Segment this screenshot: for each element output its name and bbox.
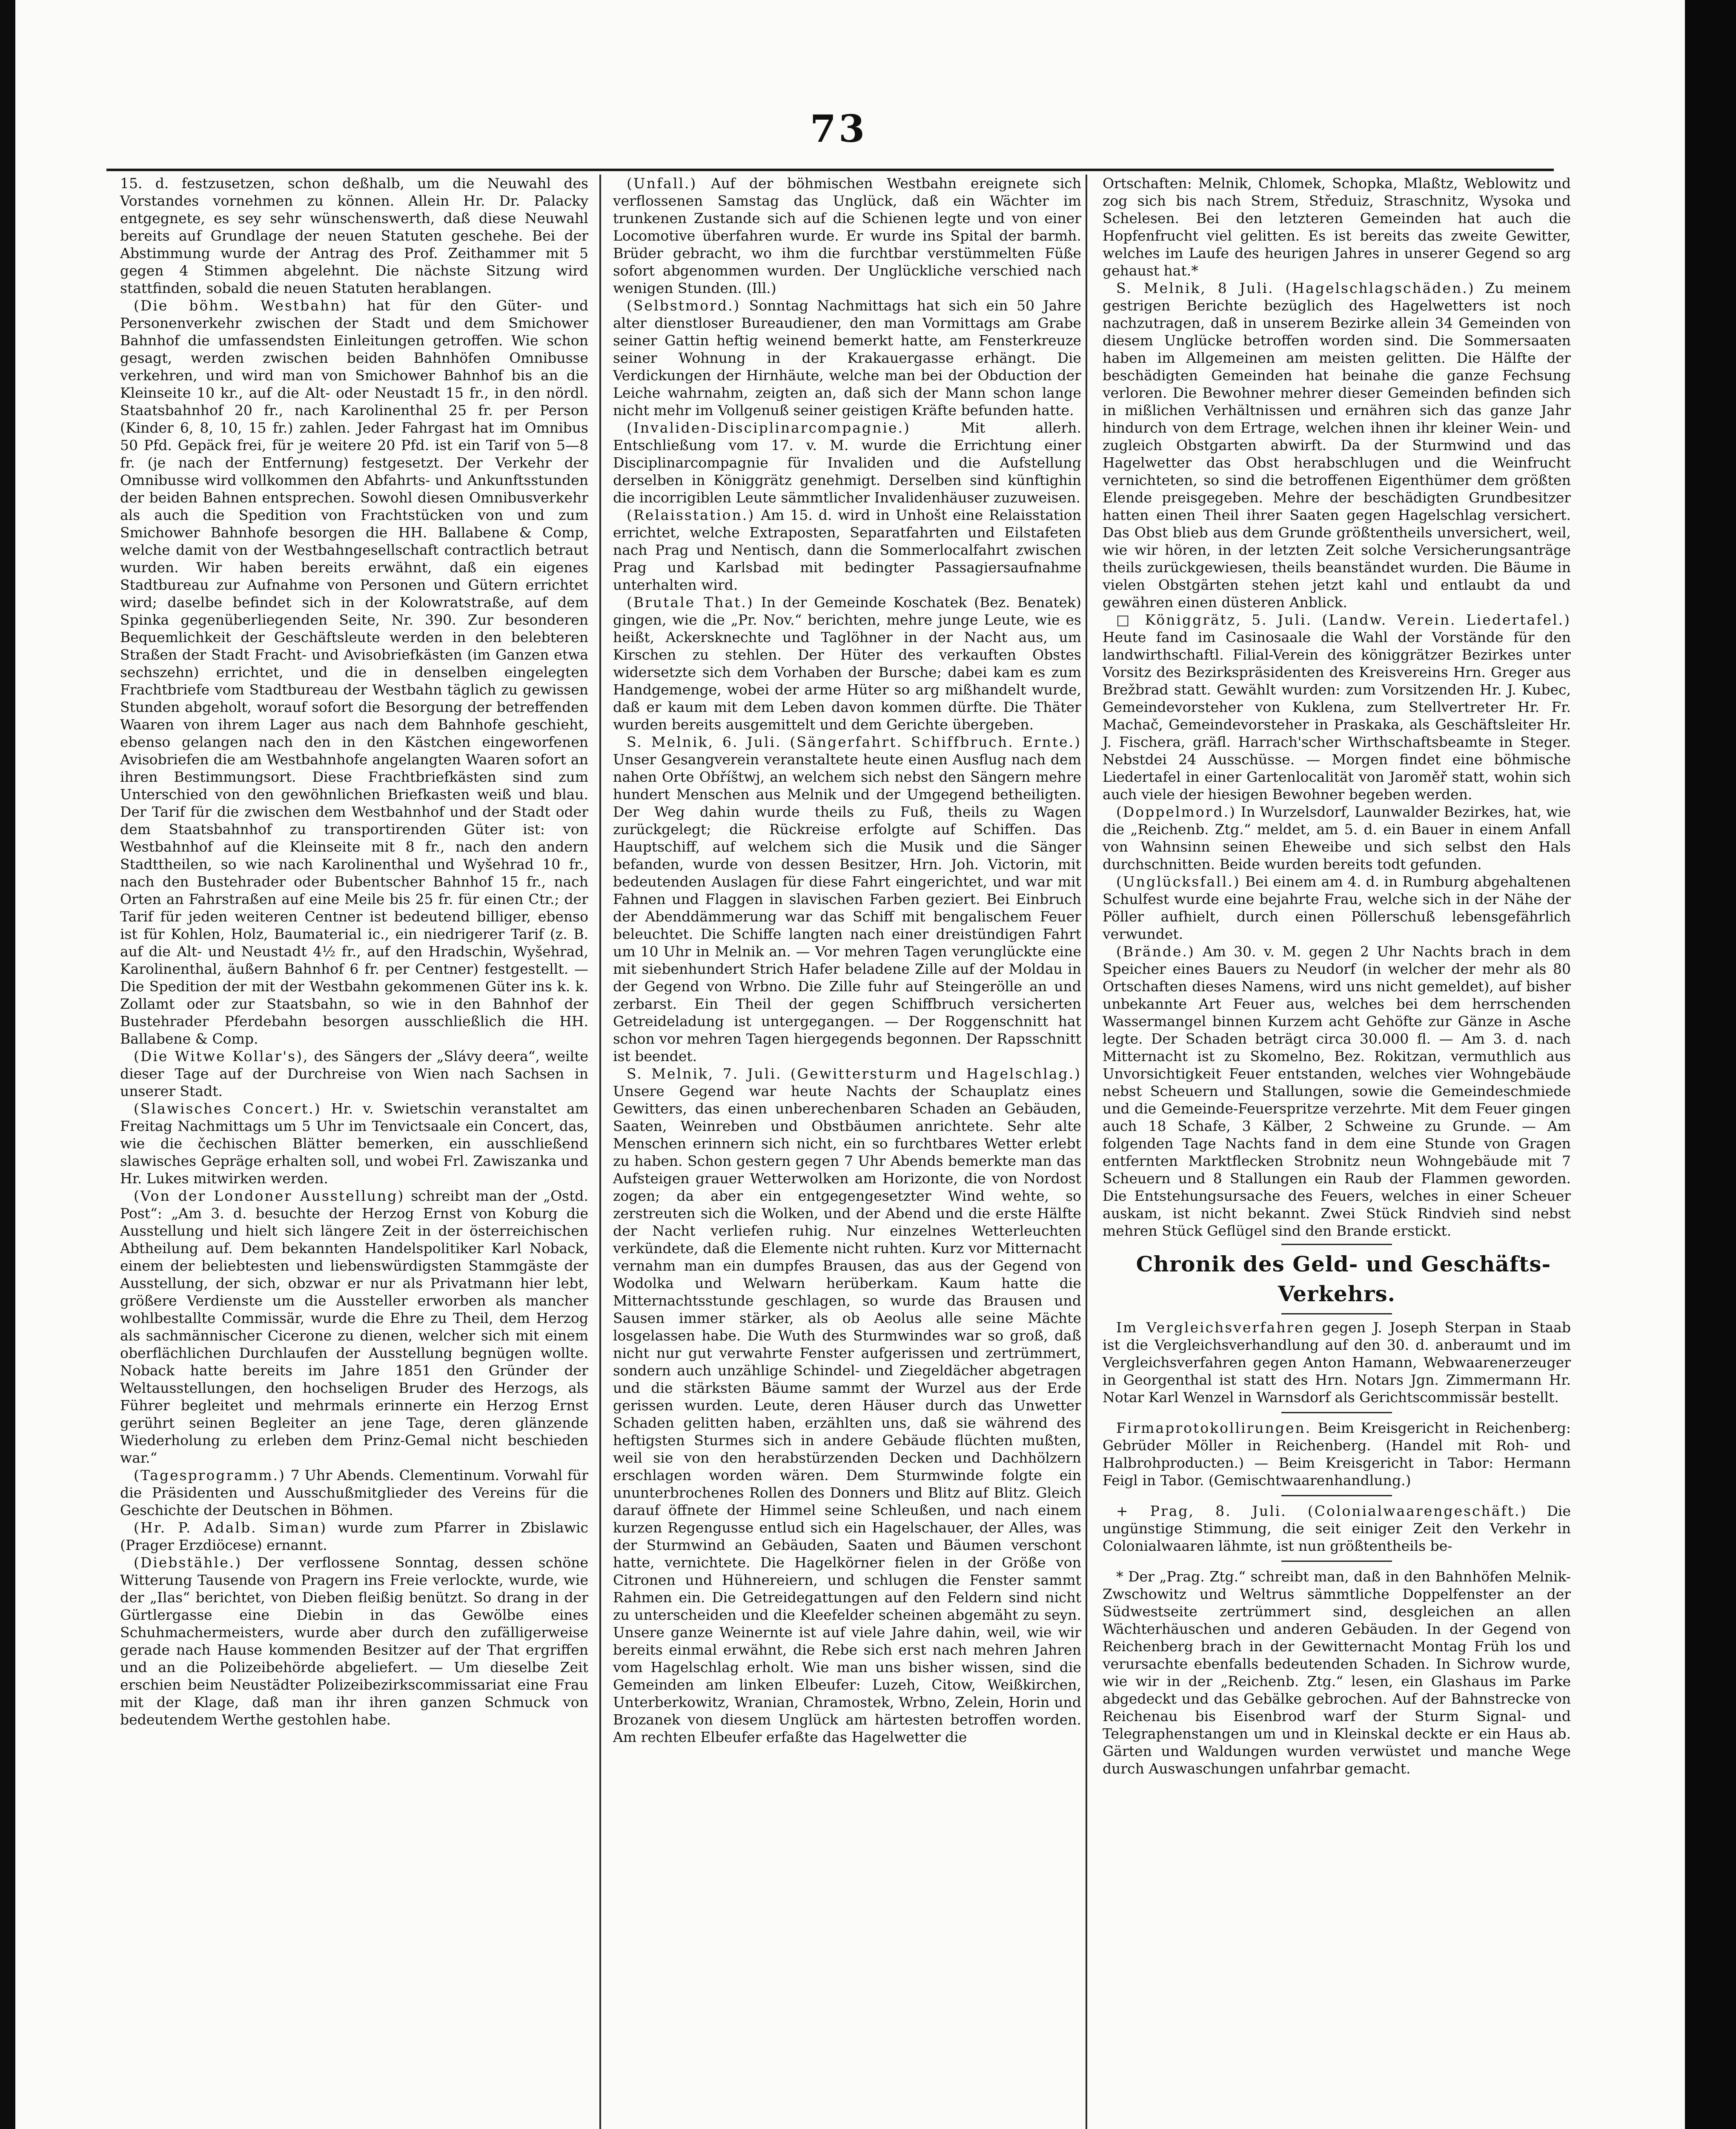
footnote (1103, 1568, 1571, 1777)
article-paragraph (120, 1466, 588, 1519)
article-paragraph (613, 297, 1081, 419)
divider (1281, 1412, 1392, 1413)
article-rubric: (Doppelmord.) (1116, 803, 1236, 820)
article-rubric: (Hr. P. Adalb. Siman) (134, 1519, 327, 1536)
column-2 (613, 175, 1081, 1746)
article-paragraph (1103, 1319, 1571, 1406)
scan-edge-left (0, 0, 15, 2129)
page-number: 73 (810, 106, 868, 151)
article-paragraph (1103, 873, 1571, 943)
article-text: 7 Uhr Abends. Clementinum. Vorwahl für die Präsidenten und Ausschußmitglieder des Vereins für die Geschichte der Deutschen in Böhmen. (120, 1467, 589, 1518)
article-text: Auf der böhmischen Westbahn ereignete sich verflossenen Samstag das Unglück, daß ein Wächter im trunkenen Zustande sich auf die Schienen legte und von einer Locomotive überfahren wurde. Er wurde ins Spital der barmh. Brüder gebracht, wo ihm die furchtbar verstümmelten Füße sofort abgenommen wurden. Der Unglückliche verschied nach wenigen Stunden. (Ill.) (613, 175, 1081, 296)
article-text: 15. d. festzusetzen, schon deßhalb, um die Neuwahl des Vorstandes vornehmen zu können. Allein Hr. Dr. Palacky entgegnete, es sey sehr wünschenswerth, daß diese Neuwahl bereits auf Grundlage der neuen Statuten geschehe. Bei der Abstimmung wurde der Antrag des Prof. Zeithammer mit 5 gegen 4 Stimmen abgelehnt. Die nächste Sitzung wird stattfinden, sobald die neuen Statuten herablangen. (120, 175, 588, 296)
column-1 (120, 175, 588, 1728)
article-text: Am 30. v. M. gegen 2 Uhr Nachts brach in dem Speicher eines Bauers zu Neudorf (in welcher der mehr als 80 Ortschaften dieses Namens, wird uns nicht gemeldet), auf bisher unbekannte Art Feuer aus, welches bei dem herrschenden Wassermangel binnen Kurzem acht Gehöfte zur Gänze in Asche legte. Der Schaden beträgt circa 30.000 fl. — Am 3. d. nach Mitternacht ist zu Skomelno, Bez. Rokitzan, vermuthlich aus Unvorsichtigkeit Feuer entstanden, welches vier Wohngebäude nebst Scheuern und Stallungen, sowie die Gemeindeschmiede und die Gemeinde-Feuerspritze verzehrte. Mit dem Feuer gingen auch 18 Schafe, 3 Kälber, 2 Schweine zu Grunde. — Am folgenden Tage Nachts fand in dem eine Stunde von Gragen entfernten Marktflecken Strobnitz neun Wohngebäude mit 7 Scheuern und 8 Stallungen ein Raub der Flammen geworden. Die Entstehungsursache des Feuers, welches in einer Scheuer auskam, ist nicht bekannt. Zwei Stück Rindvieh sind nebst mehren Stück Geflügel sind den Brande erstickt. (1103, 943, 1571, 1239)
article-rubric: (Selbstmord.) (627, 297, 741, 314)
article-paragraph (613, 175, 1081, 297)
article-rubric: (Relaisstation.) (627, 507, 755, 523)
article-text: Hr. v. Swietschin veranstaltet am Freitag Nachmittags um 5 Uhr im Tenvictsaale ein Concert, das, wie die čechischen Blätter bemerken, ein ausschließend slawisches Gepräge erhalten soll, und wobei Frl. Zawiszanka und Hr. Lukes mitwirken werden. (120, 1100, 588, 1187)
article-text: Die ungünstige Stimmung, die seit einiger Zeit den Verkehr in Colonialwaaren lähmte, ist nun größtentheils be- (1103, 1503, 1571, 1554)
article-paragraph (613, 506, 1081, 594)
column-3 (1103, 175, 1571, 1777)
article-rubric: S. Melnik, 8 Juli. (Hagelschlagschäden.) (1116, 280, 1475, 296)
article-rubric: (Unglücksfall.) (1116, 873, 1240, 890)
article-text: wurde zum Pfarrer in Zbislawic (Prager Erzdiöcese) ernannt. (120, 1519, 588, 1553)
section-divider (1281, 1313, 1392, 1314)
article-paragraph (120, 297, 588, 1047)
article-rubric: (Brutale That.) (627, 594, 754, 611)
article-text: schreibt man der „Ostd. Post“: „Am 3. d. besuchte der Herzog Ernst von Koburg die Ausstellung und hielt sich längere Zeit in der österreichischen Abtheilung auf. Dem bekannten Handelspolitiker Karl Noback, einem der beliebtesten und liebenswürdigsten Stammgäste der Ausstellung, der sich, obzwar er nur als Privatmann hier lebt, größere Verdienste um die Aussteller erworben als mancher wohlbestallte Commissär, wurde die Ehre zu Theil, dem Herzog als sachmännischer Cicerone zu dienen, welcher sich mit einem oberflächlichen Durchlaufen der Ausstellung begnügen wollte. Noback hatte bereits im Jahre 1851 den Gründer der Weltausstellungen, den hochseligen Bruder des Herzogs, als Führer begleitet und mehrmals erinnerte ein Herzog Ernst gerührt seinen Begleiter an jene Tage, deren glänzende Wiederholung zu erleben dem Prinz-Gemal nicht beschieden war.“ (120, 1188, 588, 1466)
article-text: Mit allerh. Entschließung vom 17. v. M. wurde die Errichtung einer Disciplinarcompagnie für Invaliden und die Aufstellung derselben in Königgrätz genehmigt. Derselben sind künftighin die incorrigiblen Leute sämmtlicher Invalidenhäuser zuzuweisen. (613, 419, 1081, 506)
article-text: Heute fand im Casinosaale die Wahl der Vorstände für den landwirthschaftl. Filial-Verein des königgrätzer Bezirkes unter Vorsitz des Bezirkspräsidenten des Kreisvereins Hrn. Greger aus Brežbrad statt. Gewählt wurden: zum Vorsitzenden Hr. J. Kubec, Gemeindevorsteher von Kuklena, zum Stellvertreter Hr. Fr. Machač, Gemeindevorsteher in Praskaka, als Geschäftsleiter Hr. J. Fischera, gräfl. Harrach'scher Wirthschaftsbeamte in Steger. Nebstdei 24 Ausschüsse. — Morgen findet eine böhmische Liedertafel in einer Gartenlocalität von Jaroměř statt, wohin sich auch viele der hiesigen Bewohner begeben werden. (1103, 629, 1571, 803)
footnote-divider (1281, 1561, 1392, 1562)
article-rubric: □ Königgrätz, 5. Juli. (Landw. Verein. Liedertafel.) (1116, 611, 1571, 628)
article-text: gegen J. Joseph Sterpan in Staab ist die Vergleichsverhandlung auf den 30. d. anberaumt und im Vergleichsverfahren gegen Anton Hamann, Webwaarenerzeuger in Georgenthal ist statt des Hrn. Notars Jgn. Zimmermann Hr. Notar Karl Wenzel in Warnsdorf als Gerichtscommissär bestellt. (1103, 1319, 1571, 1406)
article-text: Der verflossene Sonntag, dessen schöne Witterung Tausende von Pragern ins Freie verlockte, wurde, wie der „Ilas“ berichtet, von Dieben fleißig benützt. So drang in der Gürtlergasse eine Diebin in das Gewölbe eines Schuhmachermeisters, wurde aber durch den zufälligerweise gerade nach Hause kommenden Besitzer auf der That ergriffen und an die Polizeibehörde abgeliefert. — Um dieselbe Zeit erschien beim Neustädter Polizeibezirkscommissariat eine Frau mit der Klage, daß man ihr ihren ganzen Schmuck von bedeutendem Werthe gestohlen habe. (120, 1554, 589, 1728)
article-text: Ortschaften: Melnik, Chlomek, Schopka, Mlaßtz, Weblowitz und zog sich bis nach Strem, Středuiz, Straschnitz, Wysoka und Schelesen. Bei den letzteren Gemeinden hat auch die Hopfenfrucht viel gelitten. Es ist bereits das zweite Gewitter, welches im Laufe des heurigen Jahres in unserer Gegend so arg gehaust hat.* (1103, 175, 1571, 279)
article-paragraph (1103, 175, 1571, 279)
article-rubric: (Invaliden-Disciplinarcompagnie.) (627, 419, 911, 436)
article-paragraph (613, 1065, 1081, 1746)
article-paragraph (1103, 1419, 1571, 1489)
article-rubric: (Brände.) (1116, 943, 1195, 960)
article-text: Zu meinem gestrigen Berichte bezüglich des Hagelwetters ist noch nachzutragen, daß in unserem Bezirke allein 34 Gemeinden von diesem Unglücke betroffen worden sind. Die Sommersaaten haben im Allgemeinen am meisten gelitten. Die Hälfte der beschädigten Gemeinden hat beinahe die ganze Fechsung verloren. Die Bewohner mehrer dieser Gemeinden befinden sich in mißlichen Verhältnissen und ernähren sich das ganze Jahr hindurch von dem Ertrage, welchen ihnen ihr kleiner Wein- und zugleich Obstgarten abwirft. Da der Sturmwind und das Hagelwetter das Obst herabschlugen und die Weinfrucht vernichteten, so sind die betroffenen Eigenthümer dem größten Elende preisgegeben. Mehre der beschädigten Grundbesitzer hatten einen Theil ihrer Saaten gegen Hagelschlag versichert. Das Obst blieb aus dem Grunde größtentheils unversichert, weil, wie wir hören, in der letzten Zeit solche Versicherungsanträge theils zurückgewiesen, theils beanständet wurden. Die Bäume in vielen Obstgärten stehen jetzt kahl und entlaubt da und gewähren einen düsteren Anblick. (1103, 280, 1571, 611)
article-rubric: (Diebstähle.) (134, 1554, 242, 1571)
section-title: Chronik des Geld- und Geschäfts-Verkehrs. (1136, 1251, 1551, 1306)
column-rule (599, 175, 601, 2129)
article-rubric: (Unfall.) (627, 175, 697, 192)
article-rubric: Im Vergleichsverfahren (1116, 1319, 1315, 1336)
article-text: Unser Gesangverein veranstaltete heute einen Ausflug nach dem nahen Orte Obříštwj, an welchem sich nebst den Sängern mehre hundert Menschen aus Melnik und der Umgegend betheiligten. Der Weg dahin wurde theils zu Fuß, theils zu Wagen zurückgelegt; die Rückreise erfolgte auf Schiffen. Das Hauptschiff, auf welchem sich die Musik und die Sänger befanden, wurde von dessen Besitzer, Hrn. Joh. Victorin, mit bedeutenden Auslagen für diese Fahrt eingerichtet, und war mit Fahnen und Flaggen in slavischen Farben geziert. Bei Einbruch der Abenddämmerung war das Schiff mit bengalischem Feuer beleuchtet. Die Schiffe langten nach einer dreistündigen Fahrt um 10 Uhr in Melnik an. — Vor mehren Tagen verunglückte eine mit siebenhundert Strich Hafer beladene Zille auf der Moldau in der Gegend von Wrbno. Die Zille fuhr auf Steingerölle an und zerbarst. Ein Theil der gegen Schiffbruch versicherten Getreideladung ist untergegangen. — Der Roggenschnitt hat schon vor mehren Tagen hiergegends begonnen. Der Rapsschnitt ist beendet. (613, 751, 1081, 1064)
article-text: Bei einem am 4. d. in Rumburg abgehaltenen Schulfest wurde eine bejahrte Frau, welche sich in der Nähe der Pöller aufhielt, durch einen Pöllerschuß lebensgefährlich verwundet. (1103, 873, 1571, 942)
article-rubric: S. Melnik, 7. Juli. (Gewittersturm und Hagelschlag.) (627, 1065, 1081, 1082)
article-text: In Wurzelsdorf, Launwalder Bezirkes, hat, wie die „Reichenb. Ztg.“ meldet, am 5. d. ein Bauer in einem Anfall von Wahnsinn seinen Eheweibe und sich selbst den Hals durchschnitten. Beide wurden bereits todt gefunden. (1103, 803, 1571, 872)
article-text: Beim Kreisgericht in Reichenberg: Gebrüder Möller in Reichenberg. (Handel mit Roh- und Halbrohproducten.) — Beim Kreisgericht in Tabor: Hermann Feigl in Tabor. (Gemischtwaarenhandlung.) (1103, 1420, 1571, 1489)
article-paragraph (120, 1187, 588, 1466)
article-paragraph (1103, 803, 1571, 873)
article-paragraph (1103, 279, 1571, 611)
section-divider (1281, 1244, 1392, 1245)
article-paragraph (1103, 943, 1571, 1240)
article-rubric: (Slawisches Concert.) (134, 1100, 321, 1117)
header-rule (106, 169, 1554, 171)
article-paragraph (1103, 611, 1571, 803)
column-rule (1086, 175, 1087, 2129)
article-paragraph (1103, 1502, 1571, 1555)
article-rubric: (Von der Londoner Ausstellung) (134, 1188, 405, 1204)
article-paragraph (613, 733, 1081, 1065)
article-paragraph (613, 419, 1081, 506)
article-paragraph (120, 1554, 588, 1728)
article-text: In der Gemeinde Koschatek (Bez. Benatek) gingen, wie die „Pr. Nov.“ berichten, mehre junge Leute, wie es heißt, Ackersknechte und Taglöhner in der Nacht aus, um Kirschen zu stehlen. Der Hüter des verkauften Obstes widersetzte sich dem Vorhaben der Bursche; dabei kam es zum Handgemenge, wobei der arme Hüter so arg mißhandelt wurde, daß er kaum mit dem Leben davon kommen dürfte. Die Thäter wurden bereits ausgemittelt und dem Gerichte übergeben. (613, 594, 1081, 733)
article-text: Sonntag Nachmittags hat sich ein 50 Jahre alter dienstloser Bureaudiener, den man Vormittags am Grabe seiner Gattin heftig weinend bemerkt hatte, am Fensterkreuze seiner Wohnung in der Krakauergasse erhängt. Die Verdickungen der Hirnhäute, welche man bei der Obduction der Leiche wahrnahm, zeigten an, daß sich der Mann schon lange nicht mehr im Vollgenuß seiner geistigen Kräfte befunden hatte. (613, 297, 1081, 419)
article-paragraph (120, 1519, 588, 1554)
article-rubric: (Die böhm. Westbahn) (134, 297, 348, 314)
article-text: Am 15. d. wird in Unhošt eine Relaisstation errichtet, welche Extraposten, Separatfahrten und Eilstafeten nach Prag und Nentisch, dann die Sommerlocalfahrt zwischen Prag und Karlsbad mit bedingter Passagiersaufnahme unterhalten wird. (613, 507, 1081, 593)
article-paragraph (613, 594, 1081, 733)
article-rubric: (Die Witwe Kollar's), (134, 1048, 309, 1064)
article-rubric: Firmaprotokollirungen. (1116, 1420, 1312, 1436)
scan-edge-right (1685, 0, 1736, 2129)
article-rubric: S. Melnik, 6. Juli. (Sängerfahrt. Schiffbruch. Ernte.) (627, 734, 1081, 750)
article-text: des Sängers der „Slávy deera“, weilte dieser Tage auf der Durchreise von Wien nach Sachsen in unserer Stadt. (120, 1048, 589, 1099)
article-paragraph (120, 1100, 588, 1187)
divider (1281, 1495, 1392, 1496)
article-paragraph (120, 175, 588, 297)
article-text: hat für den Güter- und Personenverkehr zwischen der Stadt und dem Smichower Bahnhof die umfassendsten Einleitungen getroffen. Wie schon gesagt, werden zwischen beiden Bahnhöfen Omnibusse verkehren, und wird man von Smichower Bahnhof bis an die Kleinseite 10 kr., auf die Alt- oder Neustadt 15 fr., in den nördl. Staatsbahnhof 20 fr., nach Karolinenthal 25 fr. per Person (Kinder 6, 8, 10, 15 fr.) zahlen. Jeder Fahrgast hat im Omnibus 50 Pfd. Gepäck frei, für je weitere 20 Pfd. ist ein Tarif von 5—8 fr. (je nach der Entfernung) festgesetzt. Der Verkehr der Omnibusse wird vollkommen den Abfahrts- und Ankunftsstunden der beiden Bahnen entsprechen. Sowohl diesen Omnibusverkehr als auch die Spedition von Frachtstücken von und zum Smichower Bahnhofe besorgen die HH. Ballabene & Comp, welche damit von der Westbahngesellschaft contractlich betraut wurden. Wir haben bereits erwähnt, daß ein eigenes Stadtbureau zur Aufnahme von Personen und Gütern errichtet wird; daselbe befindet sich in der Kolowratstraße, auf dem Spinka gegenüberliegenden Seite, Nr. 390. Zur besonderen Bequemlichkeit der Geschäftsleute werden in den belebteren Straßen der Stadt Fracht- und Avisobriefkästen (im Ganzen etwa sechszehn) errichtet, und die in denselben eingelegten Frachtbriefe vom Stadtbureau der Westbahn täglich zu gewissen Stunden abgeholt, worauf sofort die Besorgung der betreffenden Waaren von ihrem Lager aus nach dem Bahnhofe geschieht, ebenso gelangen nach den in den Kästchen eingeworfenen Avisobriefen die am Westbahnhofe angelangten Waaren sofort an ihren Bestimmungsort. Diese Frachtbriefkästen sind zum Unterschied von den gewöhnlichen Briefkasten weiß und blau. Der Tarif für die zwischen dem Westbahnhof und der Stadt oder dem Staatsbahnhof zu transportirenden Güter ist: von Westbahnhof auf die Kleinseite mit 8 fr., nach den andern Stadttheilen, so wie nach Karolinenthal und Wyšehrad 10 fr., nach den Bustehrader oder Bubentscher Bahnhof 15 fr., nach Orten an Fahrstraßen auf eine Meile bis 25 fr. für einen Ctr.; der Tarif für jeden weiteren Centner ist bedeutend billiger, ebenso ist für Kohlen, Holz, Baumaterial ic., ein niedrigerer Tarif (z. B. auf die Alt- und Neustadt 4½ fr., auf den Hradschin, Wyšehrad, Karolinenthal, äußern Bahnhof 6 fr. per Centner) festgestellt. — Die Spedition der mit der Westbahn gekommenen Güter ins k. k. Zollamt oder zur Staatsbahn, so wie in den Bahnhof der Bustehrader Pferdebahn besorgen ausschließlich die HH. Ballabene & Comp. (120, 297, 588, 1047)
footnote-text: * Der „Prag. Ztg.“ schreibt man, daß in den Bahnhöfen Melnik-Zwschowitz und Weltrus sämmtliche Doppelfenster an der Südwestseite zertrümmert sind, desgleichen an allen Wächterhäuschen und anderen Gebäuden. In der Gegend von Reichenberg brach in der Gewitternacht Montag Früh los und verursachte ebenfalls bedeutenden Schaden. In Sichrow wurde, wie wir in der „Reichenb. Ztg.“ lesen, ein Glashaus im Parke abgedeckt und das Gebälke gebrochen. Auf der Bahnstrecke von Reichenau bis Eisenbrod warf der Sturm Signal- und Telegraphenstangen um und in Kleinskal deckte er ein Haus ab. Gärten und Waldungen wurden verwüstet und manche Wege durch Auswaschungen unfahrbar gemacht. (1103, 1568, 1571, 1777)
article-text: Unsere Gegend war heute Nachts der Schauplatz eines Gewitters, das einen unberechenbaren Schaden an Gebäuden, Saaten, Weinreben und Obstbäumen anrichtete. Sehr alte Menschen erinnern sich nicht, ein so furchtbares Wetter erlebt zu haben. Schon gestern gegen 7 Uhr Abends bemerkte man das Aufsteigen grauer Wetterwolken am Horizonte, die von Nordost zogen; da aber ein entgegengesetzter Wind wehte, so zerstreuten sich die Wolken, und der Abend und die erste Hälfte der Nacht verliefen ruhig. Nur einzelnes Wetterleuchten verkündete, daß die Elemente nicht ruhten. Kurz vor Mitternacht vernahm man ein dumpfes Brausen, das aus der Gegend von Wodolka und Welwarn herüberkam. Kaum hatte die Mitternachtsstunde geschlagen, so wurde das Brausen und Sausen immer stärker, als ob Aeolus alle seine Mächte losgelassen habe. Die Wuth des Sturmwindes war so groß, daß nicht nur gut verwahrte Fenster aufgerissen und zertrümmert, sondern auch unzählige Schindel- und Ziegeldächer abgetragen und die stärksten Bäume sammt der Wurzel aus der Erde gerissen wurden. Leute, deren Häuser durch das Unwetter Schaden gelitten haben, erzählten uns, daß sie während des heftigsten Sturmes sich in andere Gebäude flüchten mußten, weil sie von den herabstürzenden Decken und Dachhölzern erschlagen worden wären. Dem Sturmwinde folgte ein ununterbrochenes Rollen des Donners und Blitz auf Blitz. Gleich darauf öffnete der Himmel seine Schleußen, und nach einem kurzen Regengusse entlud sich ein Hagelschauer, der Alles, was der Sturmwind an Gebäuden, Saaten und Bäumen verschont hatte, vernichtete. Die Hagelkörner fielen in der Größe von Citronen und Hühnereiern, und schlugen die Fenster sammt Rahmen ein. Die Getreidegattungen auf den Feldern sind nicht zu unterscheiden und die Kleefelder scheinen abgemäht zu seyn. Unsere ganze Weinernte ist auf viele Jahre dahin, weil, wie wir bereits einmal erwähnt, die Rebe sich erst nach mehren Jahren vom Hagelschlag erholt. Wie man uns bisher wissen, sind die Gemeinden am linken Elbeufer: Luzeh, Citow, Weißkirchen, Unterberkowitz, Wranian, Chramostek, Wrbno, Zelein, Horin und Brozanek von diesem Unglück am härtesten betroffen worden. Am rechten Elbeufer erfaßte das Hagelwetter die (613, 1083, 1081, 1745)
article-rubric: (Tagesprogramm.) (134, 1467, 286, 1483)
article-paragraph (120, 1047, 588, 1100)
article-rubric: + Prag, 8. Juli. (Colonialwaarengeschäft.) (1116, 1503, 1527, 1519)
